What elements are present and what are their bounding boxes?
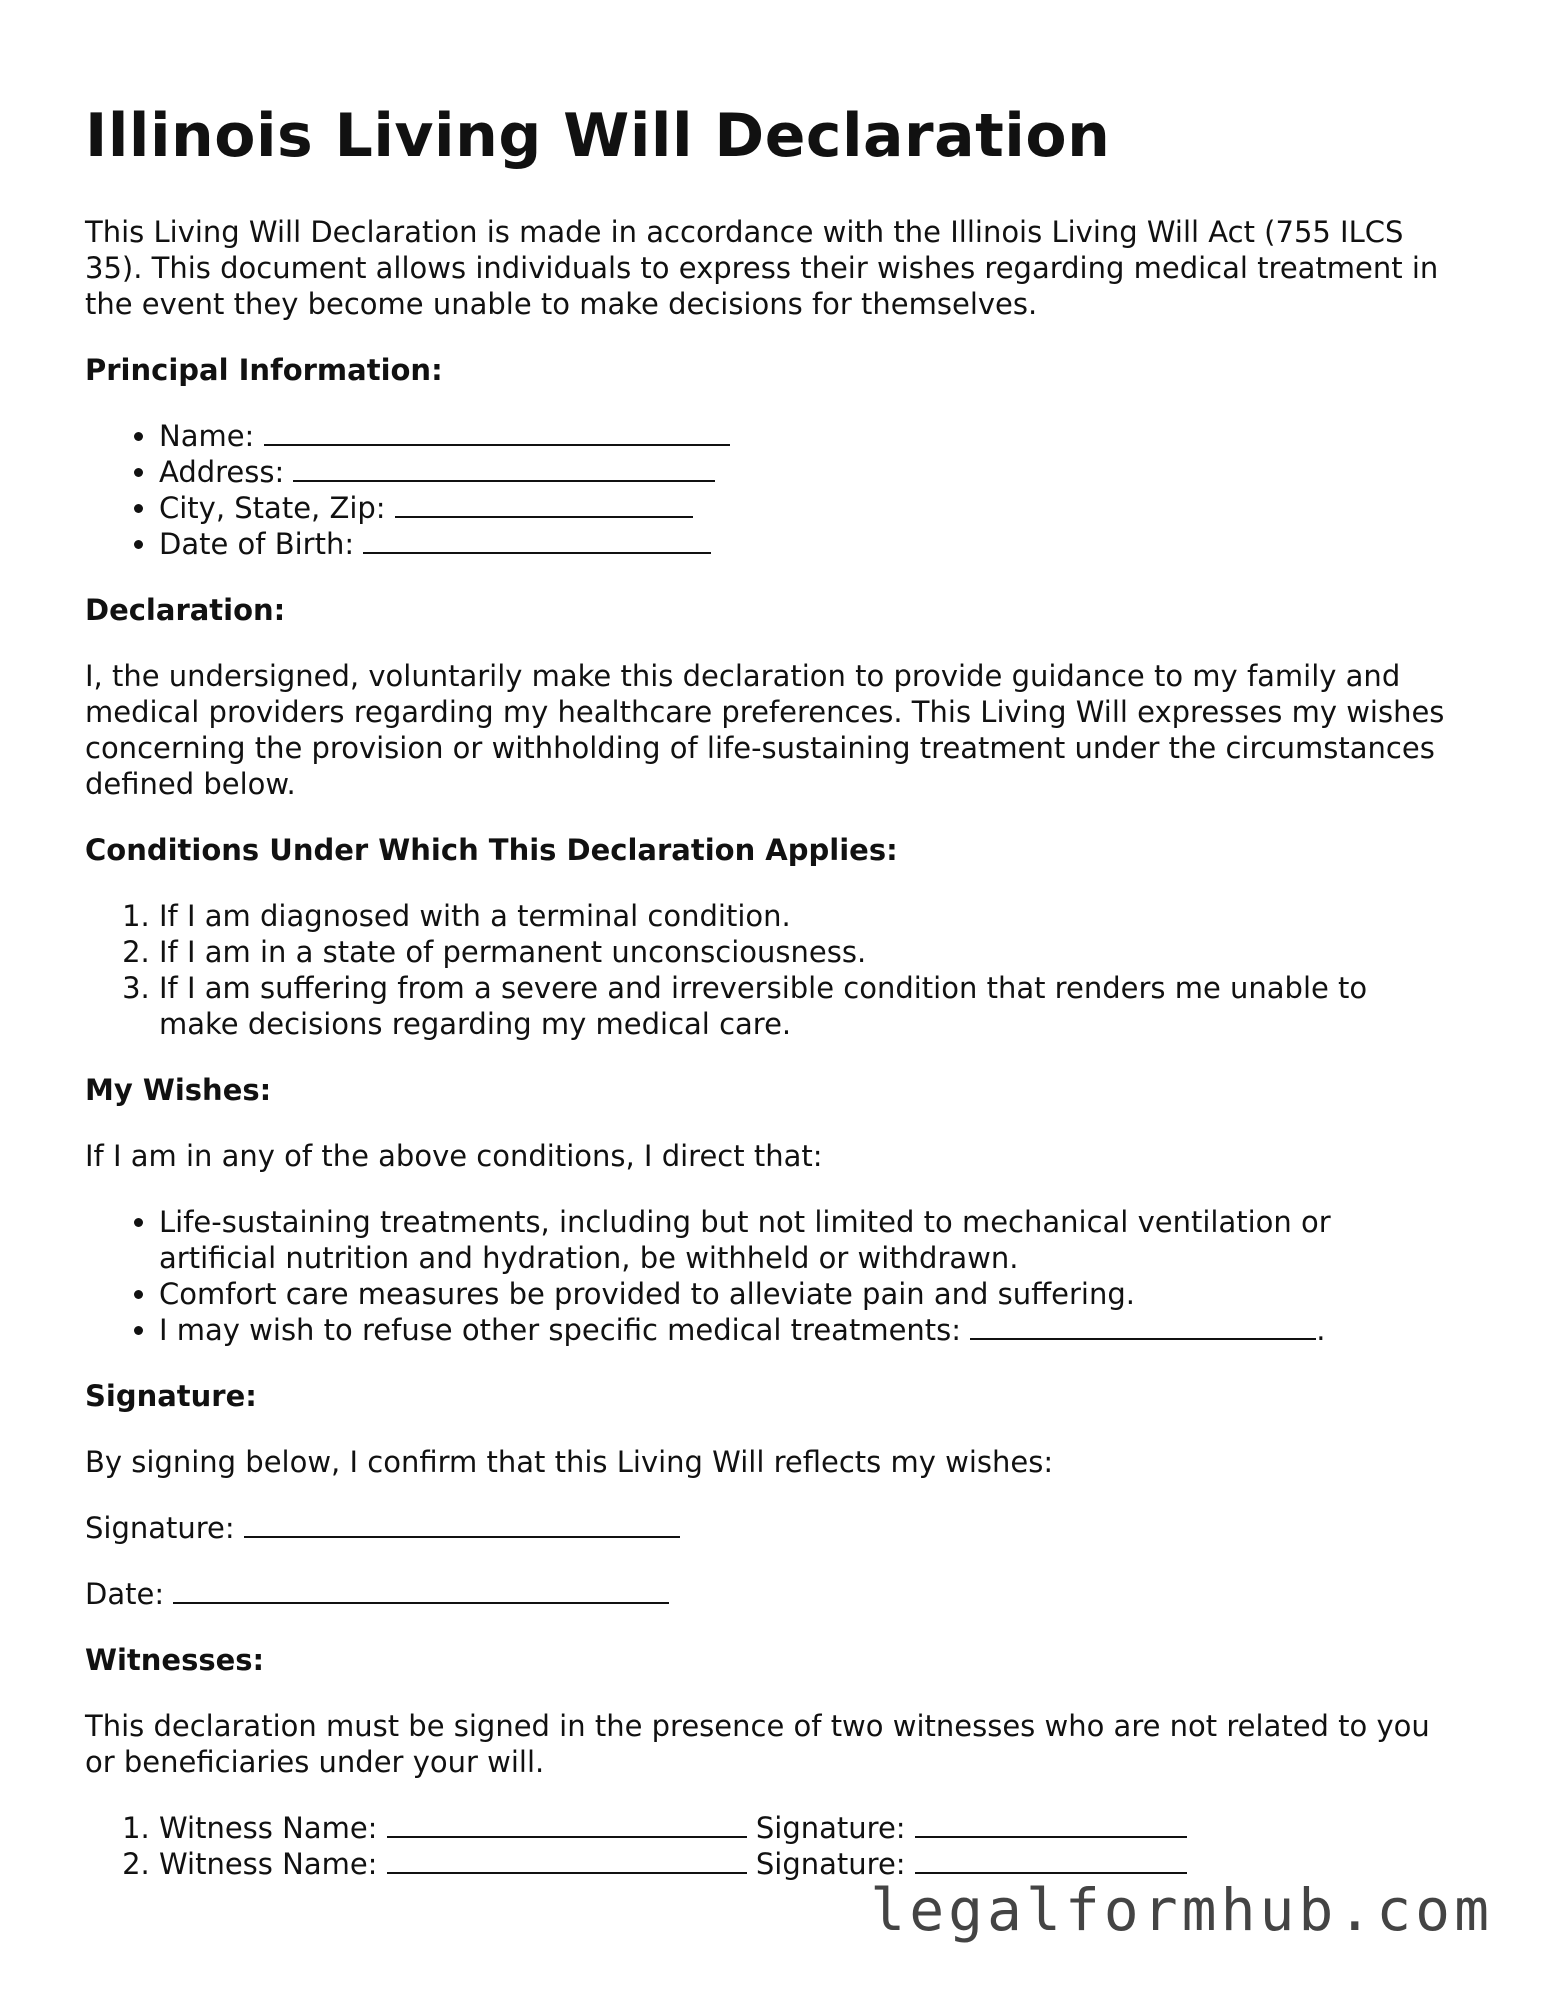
list-item xyxy=(159,1810,1455,1846)
date-line xyxy=(85,1576,1455,1612)
witness-1-signature-field[interactable] xyxy=(915,1810,1187,1838)
wishes-intro: If I am in any of the above conditions, I direct that: xyxy=(85,1139,823,1173)
witness-name-label: Witness Name: xyxy=(159,1847,378,1881)
address-field[interactable] xyxy=(293,454,715,482)
signature-line xyxy=(85,1510,1455,1546)
signature-paragraph: By signing below, I confirm that this Living Will reflects my wishes: xyxy=(85,1445,1054,1479)
principal-heading: Principal Information: xyxy=(85,353,443,387)
witnesses-paragraph: This declaration must be signed in the presence of two witnesses who are not related to you or beneficiaries under your will. xyxy=(85,1709,1430,1779)
city-state-zip-label: City, State, Zip: xyxy=(159,491,386,525)
witness-signature-label: Signature: xyxy=(755,1847,906,1881)
date-of-birth-label: Date of Birth: xyxy=(159,527,355,561)
page-title: Illinois Living Will Declaration xyxy=(85,101,1111,171)
list-item: 2. If I am in a state of permanent unconsciousness. xyxy=(159,934,1455,970)
refuse-treatments-label: I may wish to refuse other specific medical treatments: xyxy=(159,1313,962,1347)
list-item: • Life-sustaining treatments, including but not limited to mechanical ventilation or artificial nutrition and hydration, be withheld or withdrawn. xyxy=(159,1204,1455,1276)
name-label: Name: xyxy=(159,419,255,453)
date-field[interactable] xyxy=(173,1576,669,1604)
document-page xyxy=(85,100,1455,1912)
watermark-logo: legalformhub.com xyxy=(870,1876,1493,1944)
intro-paragraph: This Living Will Declaration is made in accordance with the Illinois Living Will Act (755 ILCS 35). This document allows individuals to express their wishes regarding medical treatment in the event they become unable to make decisions for themselves. xyxy=(85,215,1439,321)
declaration-heading: Declaration: xyxy=(85,593,286,627)
witness-2-signature-field[interactable] xyxy=(915,1846,1187,1874)
wishes-list xyxy=(85,1204,1455,1348)
signature-heading: Signature: xyxy=(85,1379,257,1413)
refuse-treatments-end: . xyxy=(1316,1313,1326,1347)
declaration-paragraph: I, the undersigned, voluntarily make this declaration to provide guidance to my family and medical providers regarding my healthcare preferences. This Living Will expresses my wishes concerning the provision or withholding of life-sustaining treatment under the circumstances defined below. xyxy=(85,659,1445,801)
city-state-zip-field[interactable] xyxy=(395,490,693,518)
signature-field[interactable] xyxy=(244,1510,680,1538)
list-item xyxy=(159,526,1455,562)
list-item xyxy=(159,1312,1455,1348)
witnesses-heading: Witnesses: xyxy=(85,1643,265,1677)
date-of-birth-field[interactable] xyxy=(363,526,711,554)
address-label: Address: xyxy=(159,455,285,489)
list-item: 3. If I am suffering from a severe and irreversible condition that renders me unable to make decisions regarding my medical care. xyxy=(159,970,1455,1042)
list-item xyxy=(159,454,1455,490)
conditions-list xyxy=(85,898,1455,1042)
wishes-heading: My Wishes: xyxy=(85,1073,272,1107)
witnesses-list xyxy=(85,1810,1455,1882)
name-field[interactable] xyxy=(264,418,730,446)
principal-fields-list xyxy=(85,418,1455,562)
witness-signature-label: Signature: xyxy=(755,1811,906,1845)
list-item: • Comfort care measures be provided to alleviate pain and suffering. xyxy=(159,1276,1455,1312)
signature-label: Signature: xyxy=(85,1511,235,1545)
witness-1-name-field[interactable] xyxy=(387,1810,747,1838)
witness-name-label: Witness Name: xyxy=(159,1811,378,1845)
list-item xyxy=(159,418,1455,454)
conditions-heading: Conditions Under Which This Declaration Applies: xyxy=(85,833,898,867)
witness-2-name-field[interactable] xyxy=(387,1846,747,1874)
refuse-treatments-field[interactable] xyxy=(970,1312,1316,1340)
list-item: 1. If I am diagnosed with a terminal condition. xyxy=(159,898,1455,934)
list-item xyxy=(159,490,1455,526)
date-label: Date: xyxy=(85,1577,165,1611)
